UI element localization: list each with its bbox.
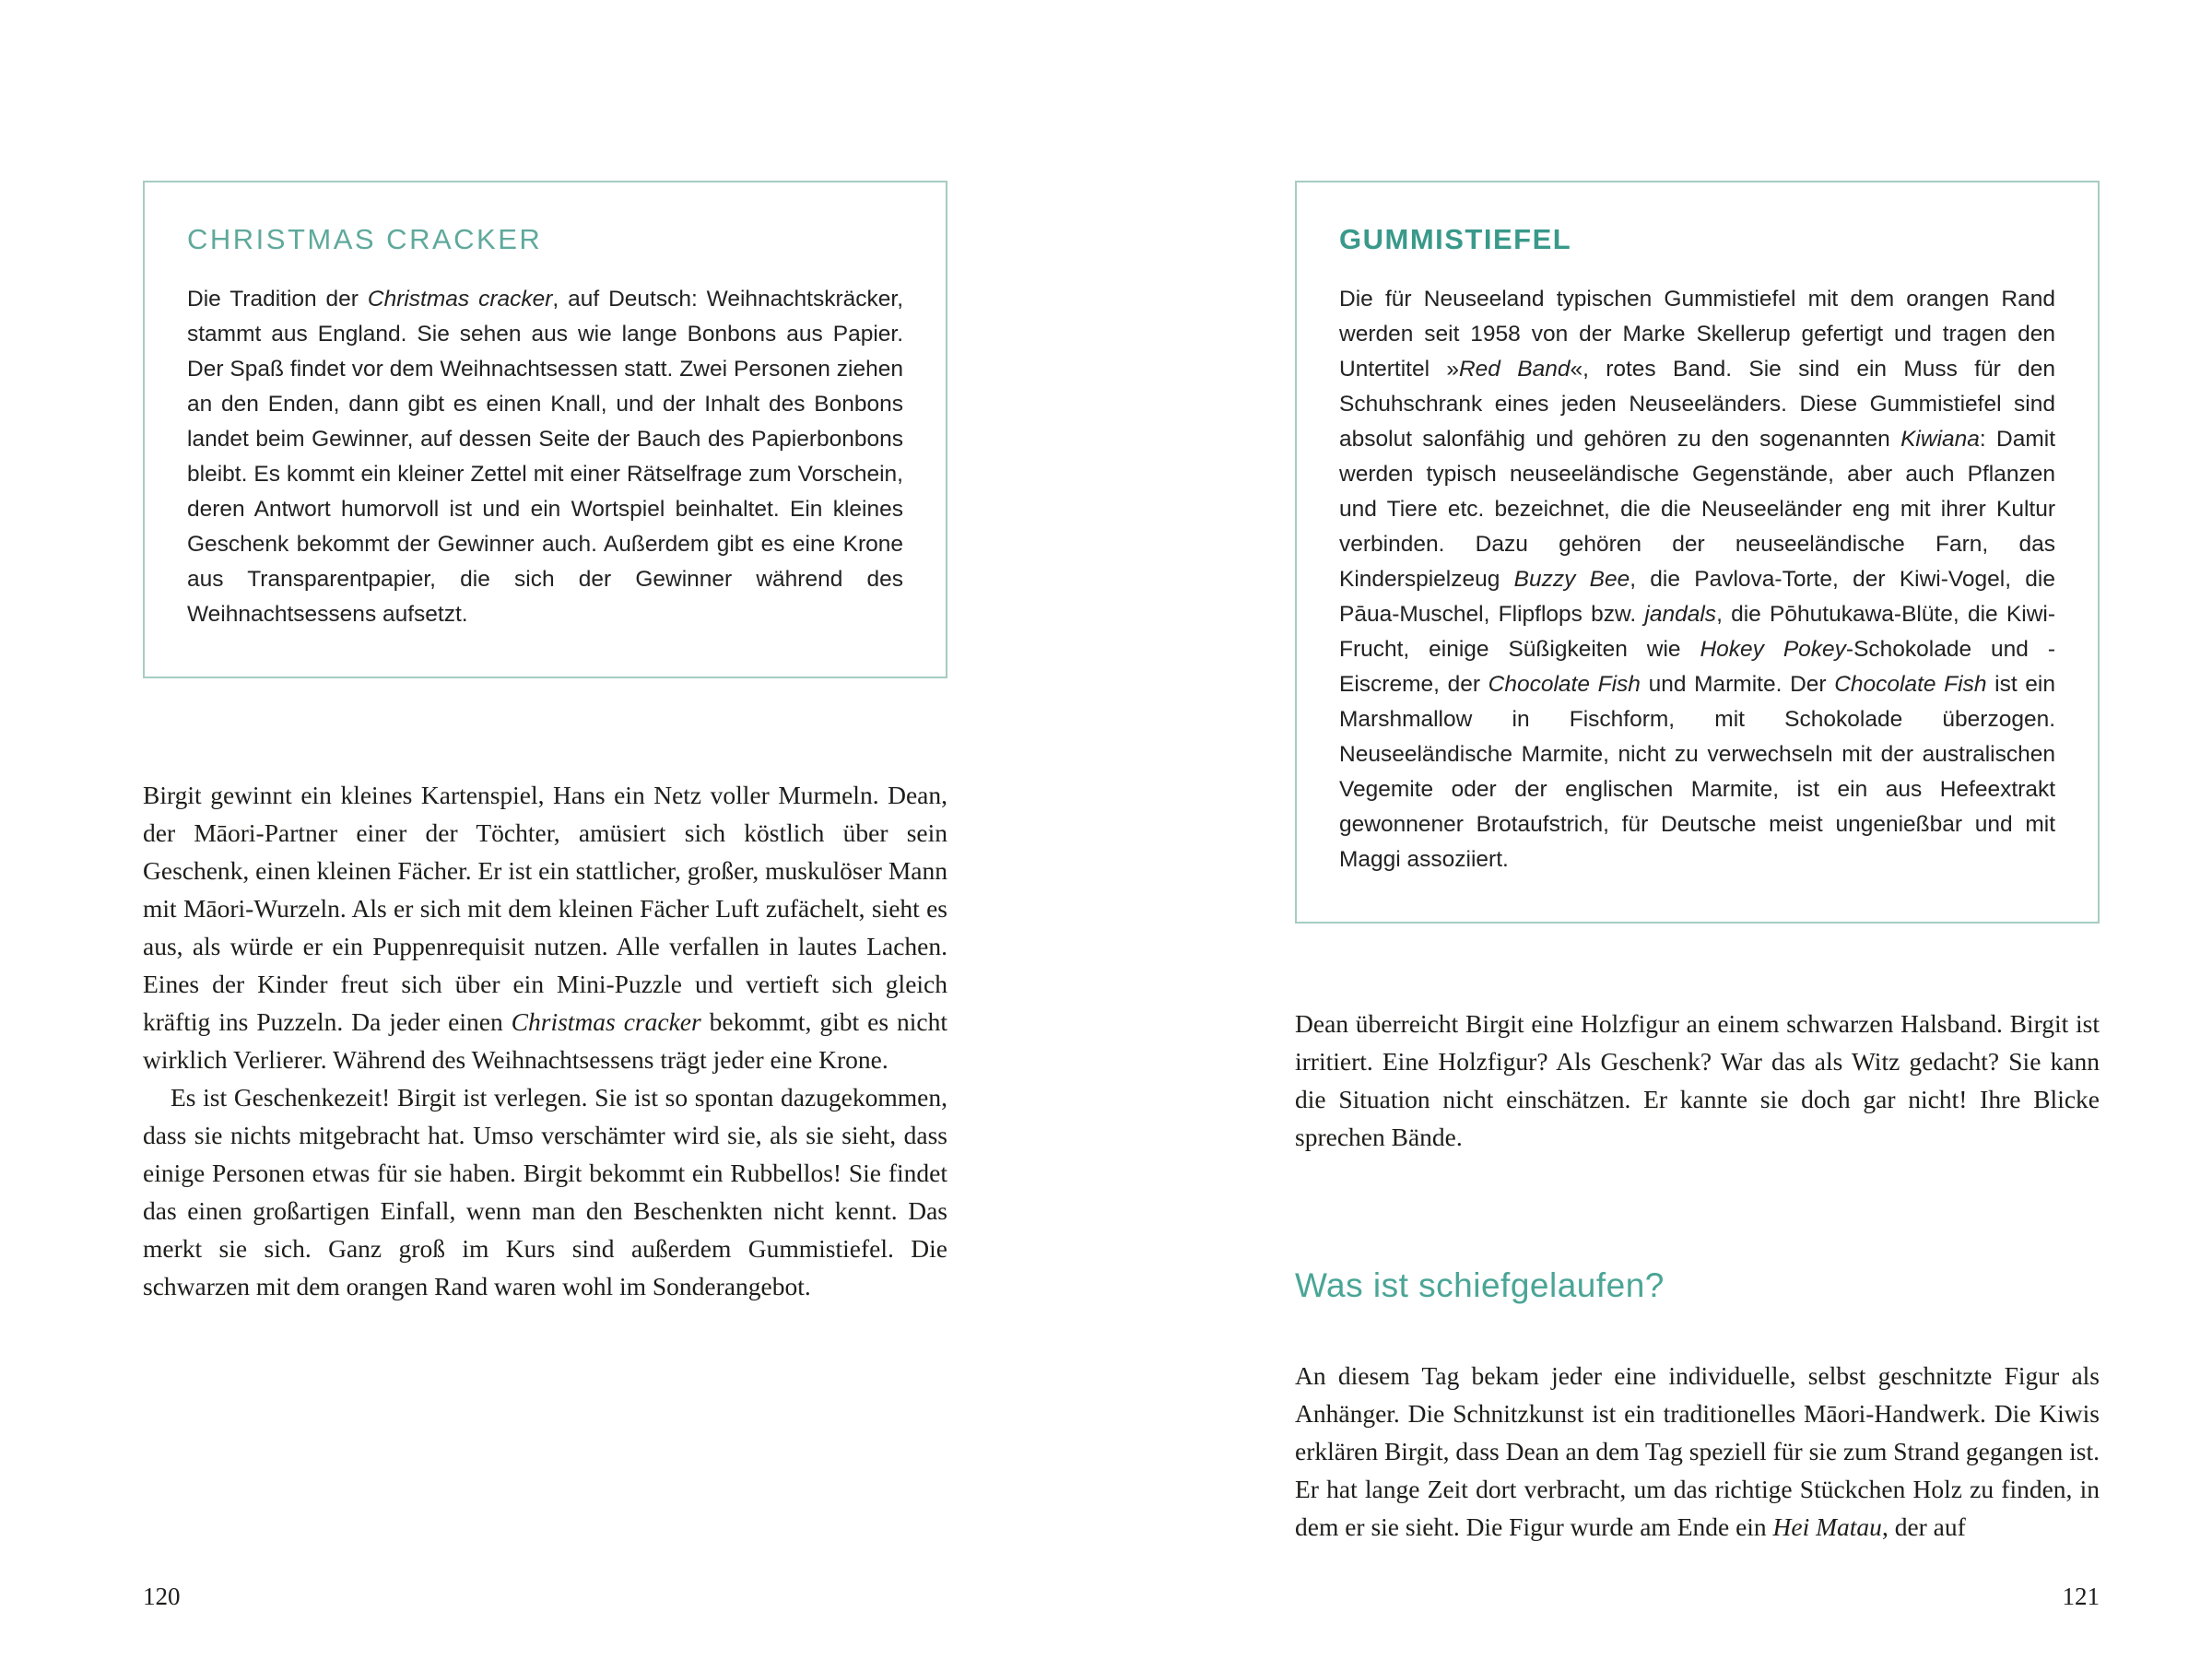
page-number-right: 121 xyxy=(2062,1583,2100,1610)
paragraph-left-1: Birgit gewinnt ein kleines Kartenspiel, Hans ein Netz voller Murmeln. Dean, der Māori-Partner einer der Töchter, amüsiert sich köstlich über sein Geschenk, einen kleinen Fächer. Er ist ein stattlicher, großer, muskulöser Mann mit Māori-Wurzeln. Als er sich mit dem kleinen Fächer Luft zufächelt, sieht es aus, als würde er ein Puppenrequisit nutzen. Alle verfallen in lautes Lachen. Eines der Kinder freut sich über ein Mini-Puzzle und vertieft sich gleich kräftig ins Puzzeln. Da jeder einen Christmas cracker bekommt, gibt es nicht wirklich Verlierer. Während des Weihnachtsessens trägt jeder eine Krone. xyxy=(143,781,947,1074)
section-heading: Was ist schiefgelaufen? xyxy=(1295,1266,1665,1304)
page-number-left: 120 xyxy=(143,1583,181,1610)
body-text-left xyxy=(143,776,947,1305)
infobox-title-gummistiefel: GUMMISTIEFEL xyxy=(1339,223,1572,255)
infobox-title-christmas-cracker: CHRISTMAS CRACKER xyxy=(187,223,543,255)
infobox-gummistiefel xyxy=(1295,181,2100,924)
infobox-body-christmas-cracker: Die Tradition der Christmas cracker, auf Deutsch: Weihnachtskräcker, stammt aus England. Sie sehen aus wie lange Bonbons aus Papier. Der Spaß findet vor dem Weihnachtsessen statt. Zwei Personen ziehen an den Enden, dann gibt es einen Knall, und der Inhalt des Bonbons landet beim Gewinner, auf dessen Seite der Bauch des Papierbonbons bleibt. Es kommt ein kleiner Zettel mit einer Rätselfrage zum Vorschein, deren Antwort humorvoll ist und ein Wortspiel beinhaltet. Ein kleines Geschenk bekommt der Gewinner auch. Außerdem gibt es eine Krone aus Transparentpapier, die sich der Gewinner während des Weihnachtsessens aufsetzt. xyxy=(187,287,904,627)
paragraph-right-intro: Dean überreicht Birgit eine Holzfigur an einem schwarzen Halsband. Birgit ist irritiert. Eine Holzfigur? Als Geschenk? War das als Witz gedacht? Sie kann die Situation nicht einschätzen. Er kannte sie doch gar nicht! Ihre Blicke sprechen Bände. xyxy=(1295,1009,2100,1151)
paragraph-left-2: Es ist Geschenkezeit! Birgit ist verlegen. Sie ist so spontan dazugekommen, dass sie nichts mitgebracht hat. Umso verschämter wird sie, als sie sieht, dass einige Personen etwas für sie haben. Birgit bekommt ein Rubbellos! Sie findet das einen großartigen Einfall, wenn man den Beschenkten nicht kennt. Das merkt sie sich. Ganz groß im Kurs sind außerdem Gummistiefel. Die schwarzen mit dem orangen Rand waren wohl im Sonderangebot. xyxy=(143,1083,947,1300)
infobox-christmas-cracker xyxy=(143,181,947,678)
paragraph-right-after-heading: An diesem Tag bekam jeder eine individuelle, selbst geschnitzte Figur als Anhänger. Die Schnitzkunst ist ein traditionelles Māori-Handwerk. Die Kiwis erklären Birgit, dass Dean an dem Tag speziell für sie zum Strand gegangen ist. Er hat lange Zeit dort verbracht, um das richtige Stückchen Holz zu finden, in dem er sie sieht. Die Figur wurde am Ende ein Hei Matau, der auf xyxy=(1295,1361,2100,1541)
page-right xyxy=(1106,0,2212,1659)
infobox-body-gummistiefel: Die für Neuseeland typischen Gummistiefel mit dem orangen Rand werden seit 1958 von der Marke Skellerup gefertigt und tragen den Untertitel »Red Band«, rotes Band. Sie sind ein Muss für den Schuhschrank eines jeden Neuseeländers. Diese Gummistiefel sind absolut salonfähig und gehören zu den sogenannten Kiwiana: Damit werden typisch neuseeländische Gegenstände, aber auch Pflanzen und Tiere etc. bezeichnet, die die Neuseeländer eng mit ihrer Kultur verbinden. Dazu gehören der neuseeländische Farn, das Kinderspielzeug Buzzy Bee, die Pavlova-Torte, der Kiwi-Vogel, die Pāua-Muschel, Flipflops bzw. jandals, die Pōhutukawa-Blüte, die Kiwi-Frucht, einige Süßigkeiten wie Hokey Pokey-Schokolade und -Eiscreme, der Chocolate Fish und Marmite. Der Chocolate Fish ist ein Marshmallow in Fischform, mit Schokolade überzogen. Neuseeländische Marmite, nicht zu verwechseln mit der australischen Vegemite oder der englischen Marmite, ist ein aus Hefeextrakt gewonnener Brotaufstrich, für Deutsche meist ungenießbar und mit Maggi assoziiert. xyxy=(1339,287,2055,872)
